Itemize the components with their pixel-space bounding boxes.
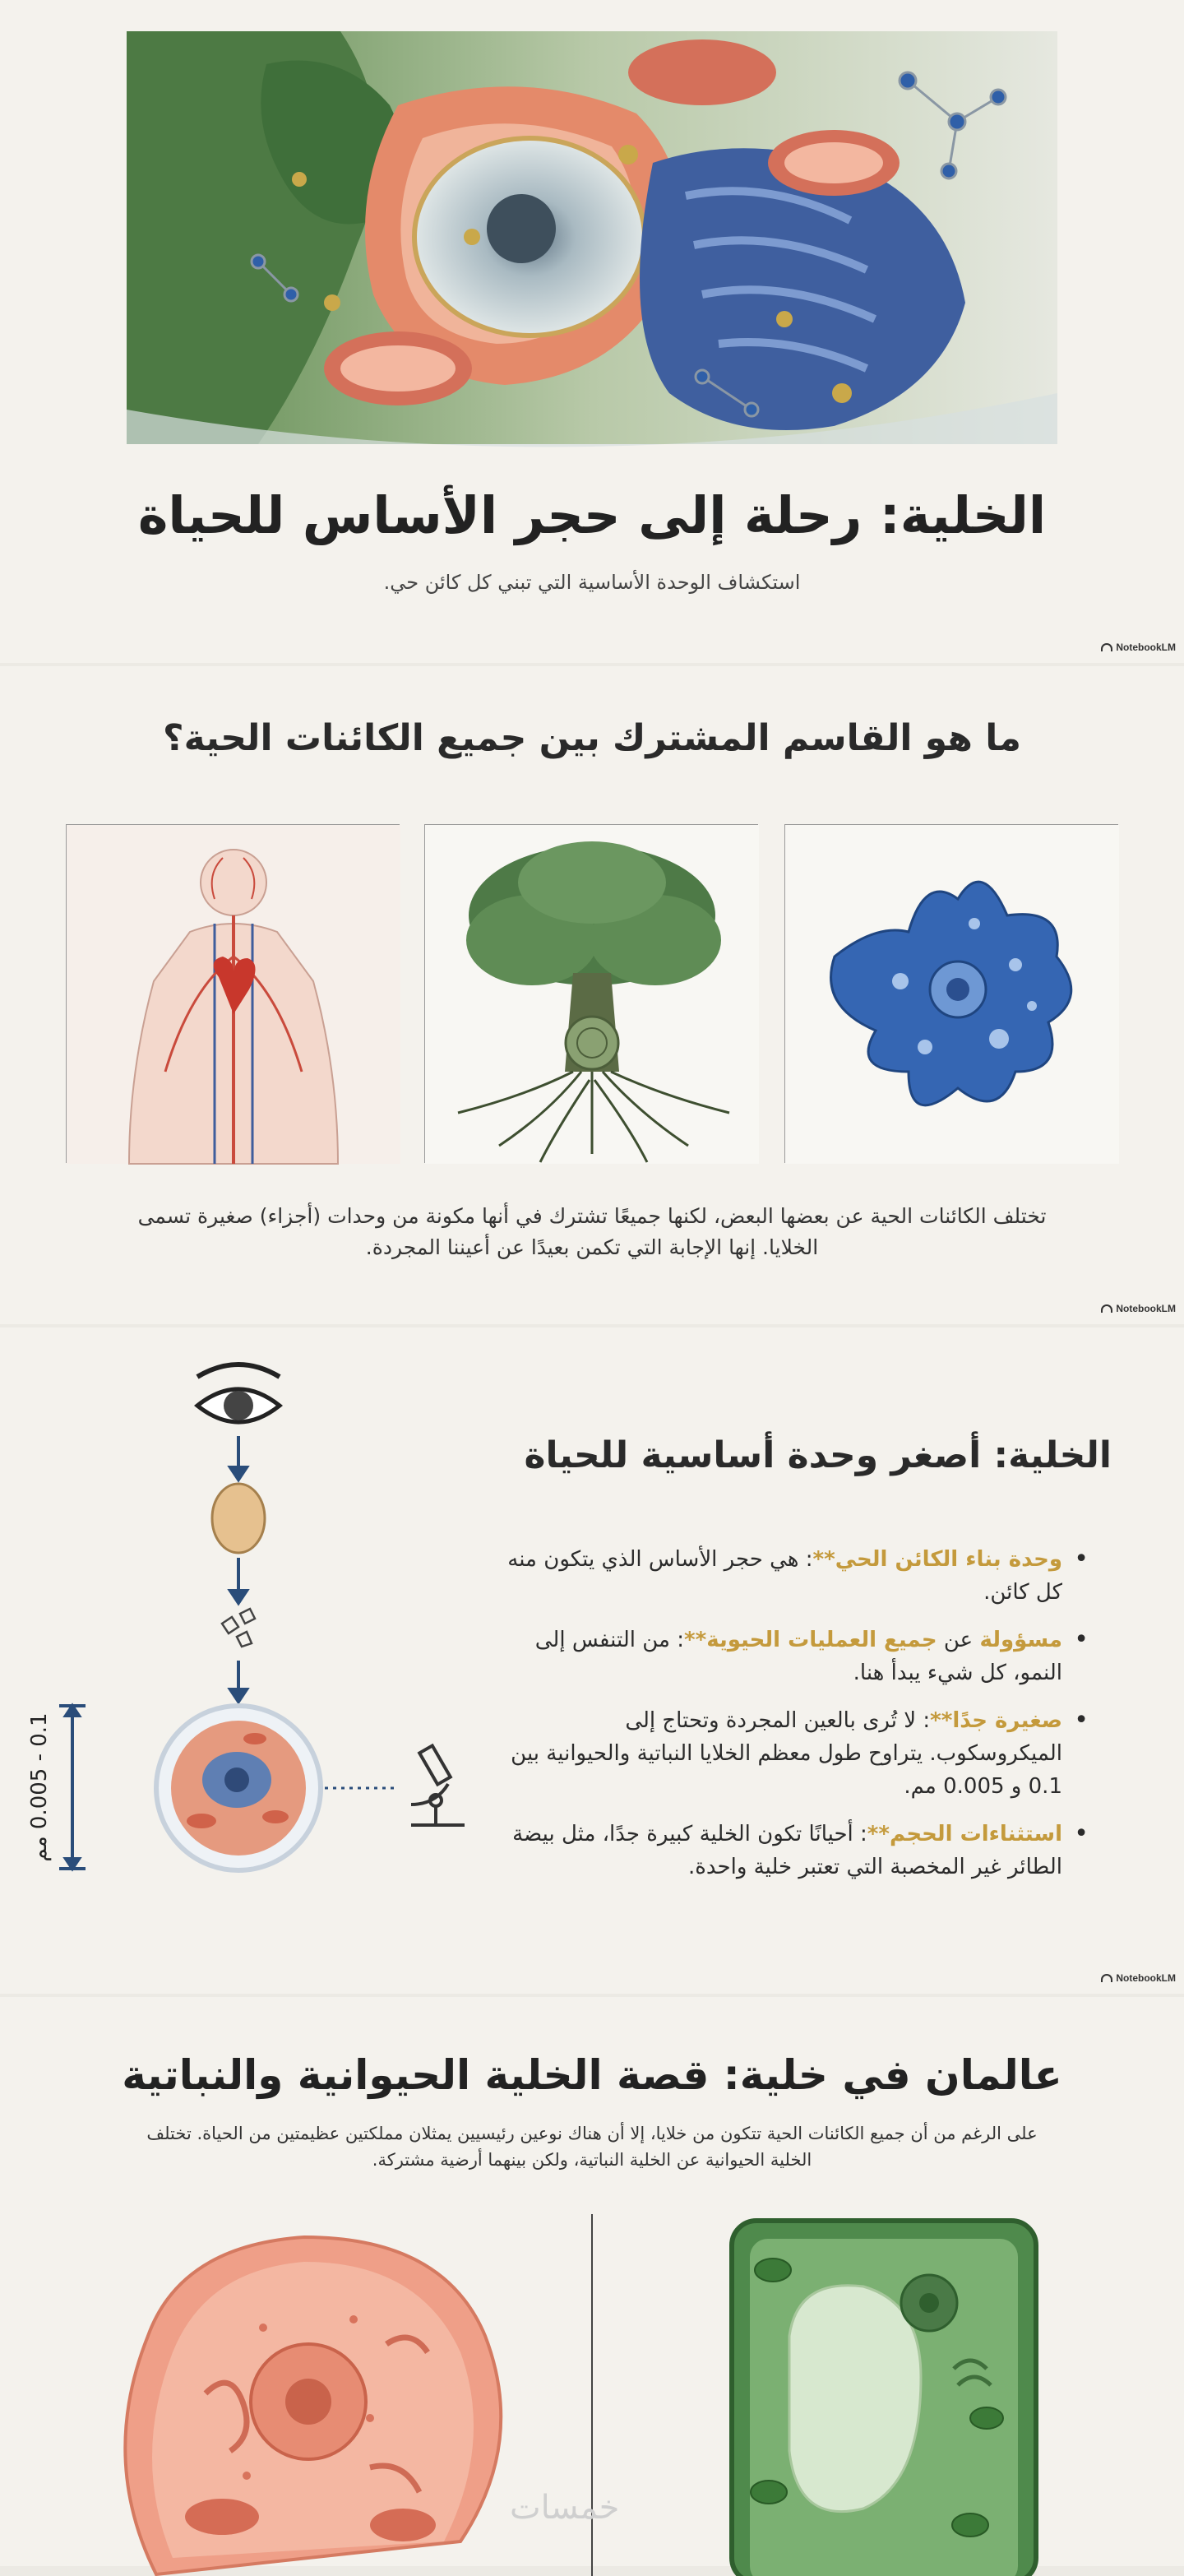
slide-title: ما هو القاسم المشترك بين جميع الكائنات الحية؟ bbox=[163, 717, 1021, 759]
bullet-highlight: استثناءات الحجم** bbox=[867, 1822, 1062, 1846]
slide-common-factor bbox=[0, 666, 1184, 1324]
watermark: خمسات bbox=[510, 2489, 620, 2527]
brand-label: NotebookLM bbox=[1116, 642, 1176, 653]
slide-title: الخلية: أصغر وحدة أساسية للحياة bbox=[524, 1434, 1112, 1476]
tree-panel bbox=[424, 824, 758, 1163]
microscope-icon bbox=[411, 1745, 465, 1825]
plant-cell-illustration bbox=[724, 2212, 1044, 2574]
intro-paragraph: تختلف الكائنات الحية عن بعضها البعض، لكنها جميعًا تشترك في أنها مكونة من وحدات (أجزاء) صغيرة تسمى الخلايا. إنها الإجابة التي تكمن بعيدًا عن أعيننا المجردة. bbox=[137, 1204, 1047, 1259]
amoeba-panel bbox=[784, 824, 1118, 1163]
bullet-text: : من التنفس إلى النمو، كل شيء يبدأ هنا. bbox=[534, 1628, 1062, 1685]
bullet-connector: عن bbox=[937, 1628, 980, 1652]
brand-logo bbox=[1101, 1303, 1176, 1314]
notebooklm-icon bbox=[1101, 1304, 1112, 1313]
brand-logo bbox=[1101, 1972, 1176, 1984]
brand-label: NotebookLM bbox=[1116, 1303, 1176, 1314]
bullet-text: : أحيانًا تكون الخلية كبيرة جدًا، مثل بيضة الطائر غير المخصبة التي تعتبر خلية واحدة. bbox=[512, 1822, 1062, 1879]
slide-title bbox=[0, 0, 1184, 663]
bullet-highlight: وحدة بناء الكائن الحي** bbox=[812, 1547, 1062, 1572]
particles-icon bbox=[222, 1609, 255, 1647]
tree-illustration bbox=[425, 825, 759, 1164]
list-item bbox=[497, 1543, 1089, 1609]
brand-logo bbox=[1101, 642, 1176, 653]
fact-list bbox=[497, 1543, 1089, 1898]
notebooklm-icon bbox=[1101, 643, 1112, 651]
egg-icon bbox=[212, 1484, 265, 1553]
presentation-title: الخلية: رحلة إلى حجر الأساس للحياة bbox=[137, 485, 1047, 545]
notebooklm-icon bbox=[1101, 1974, 1112, 1982]
human-body-panel bbox=[66, 824, 400, 1163]
list-item bbox=[497, 1704, 1089, 1803]
bullet-text: : لا تُرى بالعين المجردة وتحتاج إلى الميكروسكوب. يتراوح طول معظم الخلايا النباتية والحيوانية بين 0.1 و 0.005 مم. bbox=[511, 1708, 1062, 1799]
slide-animal-plant bbox=[0, 1997, 1184, 2566]
slide-smallest-unit bbox=[0, 1327, 1184, 1994]
bullet-highlight-2: جميع العمليات الحيوية** bbox=[684, 1628, 937, 1652]
list-item bbox=[497, 1818, 1089, 1883]
cell-illustration-hero bbox=[127, 31, 1057, 444]
slide-title: عالمان في خلية: قصة الخلية الحيوانية والنباتية bbox=[122, 2051, 1062, 2099]
intro-paragraph: على الرغم من أن جميع الكائنات الحية تتكون من خلايا، إلا أن هناك نوعين رئيسيين يمثلان مملكتين عظيمتين من الحياة. تختلف الخلية الحيوانية عن الخلية النباتية، ولكن بينهما أرضية مشتركة. bbox=[146, 2124, 1038, 2170]
human-circulatory-illustration bbox=[67, 825, 400, 1164]
scale-diagram bbox=[27, 1360, 477, 1969]
bullet-highlight: مسؤولة bbox=[979, 1628, 1062, 1652]
list-item bbox=[497, 1624, 1089, 1689]
scale-bar bbox=[59, 1706, 86, 1869]
single-cell-organism-illustration bbox=[785, 825, 1119, 1164]
eye-icon bbox=[197, 1364, 280, 1422]
animal-cell-illustration bbox=[99, 2212, 518, 2574]
brand-label: NotebookLM bbox=[1116, 1972, 1176, 1984]
scale-label: 0.1 - 0.005 مم bbox=[27, 1712, 52, 1862]
presentation-subtitle: استكشاف الوحدة الأساسية التي تبني كل كائن حي. bbox=[383, 571, 801, 594]
bullet-highlight: صغيرة جدًا** bbox=[930, 1708, 1062, 1733]
cell-magnified-icon bbox=[156, 1706, 321, 1870]
bullet-text: : هي حجر الأساس الذي يتكون منه كل كائن. bbox=[507, 1547, 1062, 1605]
